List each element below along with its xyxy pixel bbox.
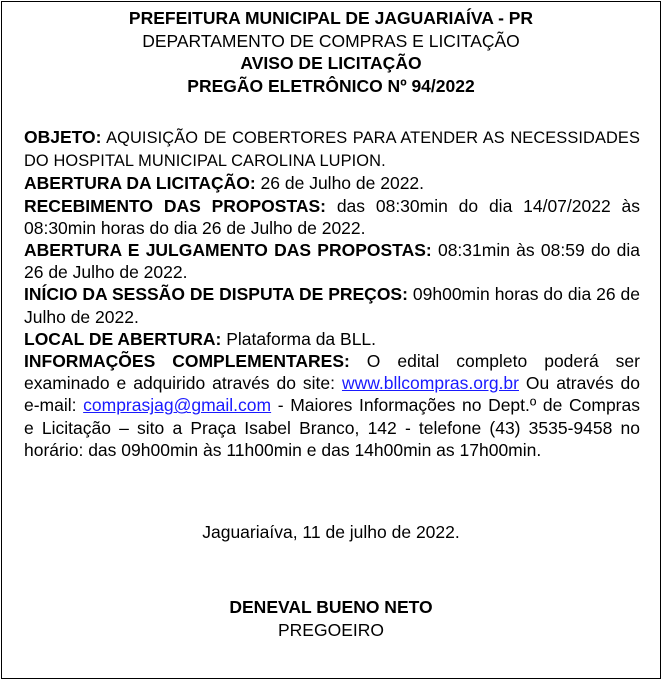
- text-disputa: 09h00min horas do dia 26 de Julho de 2022.: [24, 284, 640, 327]
- paragraph-local: [24, 328, 640, 350]
- place-date: Jaguariaíva, 11 de julho de 2022.: [202, 522, 460, 542]
- signature-block: [0, 596, 662, 641]
- text-informacoes-3: - Maiores Informações no Dept.º de Compras e Licitação – sito a Praça Isabel Branco, 142 - telefone (43) 3535-9458 no horário: das 09h00min às 11h00min e das 14h00min as 17h00min.: [24, 395, 640, 460]
- paragraph-informacoes: [24, 350, 640, 461]
- signer-role: PREGOEIRO: [278, 619, 384, 640]
- paragraph-abertura: [24, 172, 640, 194]
- paragraph-julgamento: [24, 239, 640, 283]
- notice-header: [0, 7, 662, 97]
- signer-name: DENEVAL BUENO NETO: [229, 597, 433, 617]
- label-disputa: INÍCIO DA SESSÃO DE DISPUTA DE PREÇOS:: [24, 284, 408, 305]
- header-municipality: PREFEITURA MUNICIPAL DE JAGUARIAÍVA - PR: [128, 8, 534, 28]
- label-julgamento: ABERTURA E JULGAMENTO DAS PROPOSTAS:: [24, 240, 432, 261]
- notice-body: [24, 126, 640, 461]
- email-link[interactable]: comprasjag@gmail.com: [83, 395, 272, 416]
- paragraph-recebimento: [24, 195, 640, 239]
- label-local: LOCAL DE ABERTURA:: [24, 328, 222, 349]
- paragraph-objeto: [24, 126, 640, 172]
- text-informacoes-2: Ou através do e-mail:: [24, 373, 640, 416]
- header-notice-type: AVISO DE LICITAÇÃO: [240, 53, 422, 73]
- paragraph-disputa: [24, 283, 640, 327]
- text-recebimento: das 08:30min do dia 14/07/2022 às 08:30min horas do dia 26 de Julho de 2022.: [24, 195, 641, 238]
- text-informacoes-1: O edital completo poderá ser examinado e adquirido através do site:: [24, 351, 640, 394]
- header-department: DEPARTAMENTO DE COMPRAS E LICITAÇÃO: [142, 30, 520, 51]
- label-objeto: OBJETO:: [24, 127, 102, 147]
- text-julgamento: 08:31min às 08:59 do dia 26 de Julho de 2022.: [24, 240, 640, 283]
- text-objeto: AQUISIÇÃO DE COBERTORES PARA ATENDER AS NECESSIDADES DO HOSPITAL MUNICIPAL CAROLINA LUPION.: [24, 129, 640, 171]
- text-abertura: 26 de Julho de 2022.: [255, 173, 425, 194]
- label-informacoes: INFORMAÇÕES COMPLEMENTARES:: [24, 351, 350, 372]
- site-link[interactable]: www.bllcompras.org.br: [341, 373, 519, 394]
- text-local: Plataforma da BLL.: [221, 328, 377, 349]
- label-abertura: ABERTURA DA LICITAÇÃO:: [24, 173, 256, 194]
- label-recebimento: RECEBIMENTO DAS PROPOSTAS:: [24, 195, 326, 216]
- header-auction-number: PREGÃO ELETRÔNICO Nº 94/2022: [187, 75, 475, 96]
